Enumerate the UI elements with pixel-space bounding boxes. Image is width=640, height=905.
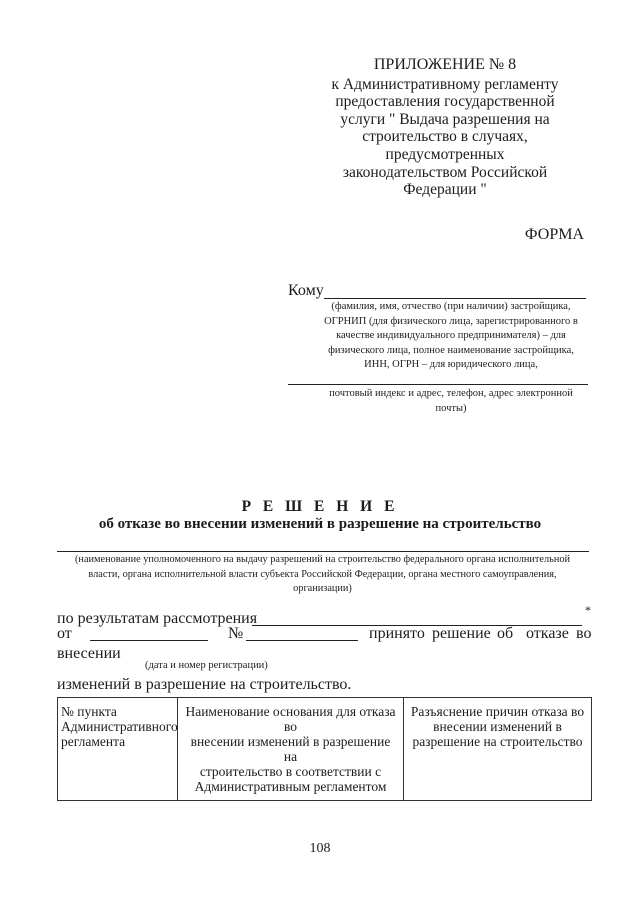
header-cell-line: Административным регламентом <box>194 779 387 794</box>
recipient-address-line[interactable] <box>288 384 588 385</box>
header-cell-line: Разъяснение причин отказа во <box>410 704 585 719</box>
header-cell-reason-explanation <box>404 698 592 801</box>
recipient-address-note-line: почты) <box>435 402 467 414</box>
header-cell-line: № пункта <box>61 704 117 719</box>
from-label: от <box>57 625 72 642</box>
changes-text: изменений в разрешение на строительство. <box>57 676 352 693</box>
header-cell-line: строительство в соответствии с <box>199 764 382 779</box>
recipient-address-note-line: почтовый индекс и адрес, телефон, адрес электронной <box>329 388 573 399</box>
authority-note <box>50 553 595 597</box>
review-label: по результатам рассмотрения <box>57 610 258 627</box>
header-cell-line: внесении изменений в <box>433 719 562 734</box>
appendix-line: законодательством Российской <box>342 163 548 181</box>
recipient-note-line: качестве индивидуального предпринимателя) – для <box>336 330 566 342</box>
refusal-reasons-table <box>57 697 592 801</box>
recipient-note <box>306 300 596 373</box>
recipient-address-note <box>306 387 596 416</box>
appendix-line: предоставления государственной <box>335 93 555 111</box>
recipient-note-line: (фамилия, имя, отчество (при наличии) застройщика, <box>331 301 571 312</box>
appendix-line: к Административному регламенту <box>331 75 559 93</box>
header-cell-reason-name <box>178 698 404 801</box>
accepted-word: отказе <box>526 625 569 642</box>
appendix-title: ПРИЛОЖЕНИЕ № 8 <box>373 56 517 73</box>
accepted-word: принято <box>369 625 425 642</box>
recipient-label: Кому <box>288 282 324 299</box>
header-cell-line: Административного <box>61 719 178 734</box>
footnote-star: * <box>585 603 591 617</box>
accepted-word: во <box>576 625 592 642</box>
authority-note-line: организации) <box>293 583 352 595</box>
header-cell-line: разрешение на строительство <box>412 734 583 749</box>
accepted-word: об <box>497 625 514 642</box>
page-number: 108 <box>309 841 331 856</box>
recipient-note-line: ОГРНИП (для физического лица, зарегистрированного в <box>324 315 578 327</box>
appendix-line: предусмотренных <box>385 145 505 163</box>
appendix-line: услуги " Выдача разрешения на <box>340 110 550 128</box>
number-label: № <box>228 625 244 642</box>
number-line[interactable] <box>246 640 358 641</box>
appendix-line: Федерации " <box>403 181 487 199</box>
recipient-note-line: физического лица, полное наименование застройщика, <box>328 344 574 356</box>
appendix-line: строительство в случаях, <box>362 128 528 146</box>
date-number-note: (дата и номер регистрации) <box>145 660 268 671</box>
entry-word: внесении <box>57 645 121 662</box>
decision-title: Р Е Ш Е Н И Е <box>241 498 399 515</box>
accepted-word: решение <box>432 625 491 642</box>
header-cell-line: внесении изменений в разрешение на <box>190 734 391 764</box>
header-cell-line: Наименование основания для отказа во <box>185 704 396 734</box>
authority-note-line: власти, органа исполнительной власти субъекта Российской Федерации, органа местного самоуправления, <box>88 568 557 580</box>
date-line[interactable] <box>90 640 208 641</box>
appendix-header <box>300 56 590 199</box>
header-cell-line: регламента <box>61 734 126 749</box>
header-cell-item-number <box>58 698 178 801</box>
authority-line[interactable] <box>57 551 589 552</box>
recipient-name-line[interactable] <box>324 298 586 299</box>
authority-note-line: (наименование уполномоченного на выдачу разрешений на строительство федерального органа исполнительной <box>75 554 570 565</box>
form-label: ФОРМА <box>524 226 584 243</box>
recipient-note-line: ИНН, ОГРН – для юридического лица, <box>364 359 538 371</box>
decision-subtitle: об отказе во внесении изменений в разрешение на строительство <box>98 516 542 532</box>
table-row <box>58 698 592 801</box>
